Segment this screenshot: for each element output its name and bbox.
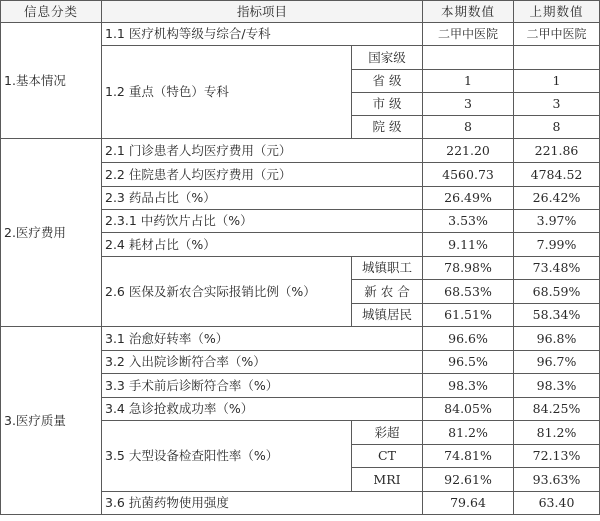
current-value: 1 [423,70,514,93]
table-header-row [1,1,600,23]
previous-value: 81.2% [514,421,600,445]
previous-value: 72.13% [514,445,600,468]
indicator-label: 3.3 手术前后诊断符合率（%） [102,374,423,398]
current-value: 98.3% [423,374,514,398]
header-current: 本期数值 [423,1,514,23]
header-category: 信息分类 [1,1,102,23]
category-cost: 2.医疗费用 [1,139,102,327]
current-value: 96.5% [423,351,514,374]
previous-value: 68.59% [514,280,600,304]
previous-value: 84.25% [514,398,600,421]
indicator-label: 2.4 耗材占比（%） [102,233,423,257]
current-value: 92.61% [423,468,514,492]
previous-value: 8 [514,116,600,139]
previous-value: 96.7% [514,351,600,374]
previous-value: 63.40 [514,492,600,515]
previous-value: 93.63% [514,468,600,492]
sub-level: 院 级 [352,116,423,139]
current-value: 3.53% [423,210,514,233]
category-basic: 1.基本情况 [1,23,102,139]
previous-value: 26.42% [514,187,600,210]
current-value: 221.20 [423,139,514,163]
previous-value: 7.99% [514,233,600,257]
indicator-label: 3.1 治愈好转率（%） [102,327,423,351]
previous-value: 73.48% [514,257,600,280]
previous-value [514,46,600,70]
previous-value: 58.34% [514,304,600,327]
previous-value: 3 [514,93,600,116]
current-value [423,46,514,70]
current-value: 4560.73 [423,163,514,187]
current-value: 96.6% [423,327,514,351]
header-previous: 上期数值 [514,1,600,23]
current-value: 61.51% [423,304,514,327]
indicator-label: 2.3 药品占比（%） [102,187,423,210]
indicator-label: 3.5 大型设备检查阳性率（%） [102,421,352,492]
current-value: 84.05% [423,398,514,421]
current-value: 74.81% [423,445,514,468]
sub-type: 城镇职工 [352,257,423,280]
table-row [1,139,600,163]
previous-value: 96.8% [514,327,600,351]
table-row [1,23,600,46]
sub-type: 新 农 合 [352,280,423,304]
previous-value: 二甲中医院 [514,23,600,46]
current-value: 78.98% [423,257,514,280]
table-row [1,327,600,351]
header-indicator: 指标项目 [102,1,423,23]
sub-type: 城镇居民 [352,304,423,327]
previous-value: 98.3% [514,374,600,398]
indicator-label: 1.2 重点（特色）专科 [102,46,352,139]
current-value: 81.2% [423,421,514,445]
sub-level: 市 级 [352,93,423,116]
current-value: 8 [423,116,514,139]
previous-value: 1 [514,70,600,93]
indicator-label: 1.1 医疗机构等级与综合/专科 [102,23,423,46]
previous-value: 221.86 [514,139,600,163]
indicator-label: 3.4 急诊抢救成功率（%） [102,398,423,421]
previous-value: 3.97% [514,210,600,233]
indicator-label: 2.6 医保及新农合实际报销比例（%） [102,257,352,327]
sub-device: CT [352,445,423,468]
sub-device: 彩超 [352,421,423,445]
current-value: 79.64 [423,492,514,515]
previous-value: 4784.52 [514,163,600,187]
sub-level: 省 级 [352,70,423,93]
sub-level: 国家级 [352,46,423,70]
current-value: 9.11% [423,233,514,257]
indicator-label: 3.6 抗菌药物使用强度 [102,492,423,515]
current-value: 68.53% [423,280,514,304]
sub-device: MRI [352,468,423,492]
category-quality: 3.医疗质量 [1,327,102,515]
indicator-label: 2.3.1 中药饮片占比（%） [102,210,423,233]
indicator-label: 2.2 住院患者人均医疗费用（元） [102,163,423,187]
current-value: 二甲中医院 [423,23,514,46]
current-value: 3 [423,93,514,116]
indicator-label: 3.2 入出院诊断符合率（%） [102,351,423,374]
indicator-label: 2.1 门诊患者人均医疗费用（元） [102,139,423,163]
current-value: 26.49% [423,187,514,210]
